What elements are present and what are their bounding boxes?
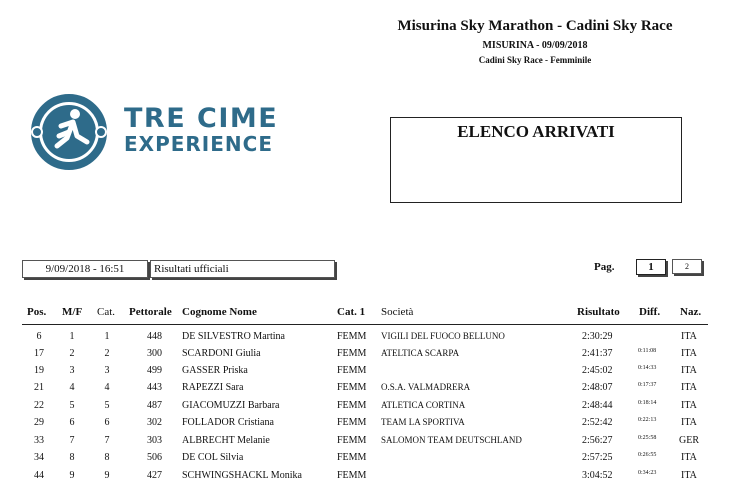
cell-cat1: FEMM (337, 417, 367, 428)
cell-diff: 0:22:13 (638, 417, 657, 423)
cell-name: SCHWINGSHACKL Monika (182, 470, 302, 481)
table-row (0, 400, 741, 417)
table-row (0, 452, 741, 469)
race-title: Misurina Sky Marathon - Cadini Sky Race (397, 18, 673, 34)
table-row (0, 382, 741, 399)
cell-result: 2:30:29 (582, 331, 613, 342)
race-category: Cadini Sky Race - Femminile (478, 55, 592, 65)
cell-pos: 22 (34, 400, 44, 411)
cell-name: RAPEZZI Sara (182, 382, 244, 393)
cell-diff: 0:26:55 (638, 452, 657, 458)
cell-mf: 8 (69, 452, 75, 463)
cell-naz: GER (679, 435, 699, 446)
cell-result: 2:52:42 (582, 417, 613, 428)
cell-mf: 2 (69, 348, 75, 359)
col-club: Società (381, 306, 414, 318)
page-current[interactable]: 1 (636, 259, 666, 275)
cell-pos: 6 (36, 331, 42, 342)
race-date-location: MISURINA - 09/09/2018 (482, 40, 588, 51)
cell-result: 2:57:25 (582, 452, 613, 463)
col-result: Risultato (577, 306, 620, 318)
cell-diff: 0:18:14 (638, 400, 657, 406)
col-name: Cognome Nome (182, 306, 257, 318)
table-row (0, 435, 741, 452)
cell-diff: 0:14:33 (638, 365, 657, 371)
col-diff: Diff. (639, 306, 661, 318)
table-row (0, 348, 741, 365)
cell-bib: 302 (147, 417, 162, 428)
cell-name: FOLLADOR Cristiana (182, 417, 274, 428)
cell-mf: 7 (69, 435, 75, 446)
cell-diff: 0:11:08 (638, 348, 657, 354)
cell-naz: ITA (681, 365, 697, 376)
cell-club: ATELTICA SCARPA (381, 348, 460, 358)
cell-cat: 3 (104, 365, 110, 376)
table-row (0, 331, 741, 348)
cell-diff: 0:17:37 (638, 382, 657, 388)
cell-pos: 44 (34, 470, 44, 481)
report-title-box (390, 117, 682, 203)
cell-result: 3:04:52 (582, 470, 613, 481)
cell-name: GIACOMUZZI Barbara (182, 400, 280, 411)
cell-naz: ITA (681, 400, 697, 411)
cell-naz: ITA (681, 331, 697, 342)
table-header (0, 306, 741, 320)
cell-result: 2:45:02 (582, 365, 613, 376)
cell-bib: 303 (147, 435, 162, 446)
cell-naz: ITA (681, 470, 697, 481)
col-cat: Cat. (97, 306, 116, 318)
page-label: Pag. (594, 261, 615, 273)
cell-name: DE COL Silvia (182, 452, 244, 463)
cell-diff: 0:25:58 (638, 435, 657, 441)
cell-pos: 21 (34, 382, 44, 393)
cell-club: TEAM LA SPORTIVA (381, 417, 465, 427)
cell-club: O.S.A. VALMADRERA (381, 382, 471, 392)
cell-cat1: FEMM (337, 348, 367, 359)
cell-pos: 34 (34, 452, 44, 463)
cell-cat: 8 (104, 452, 110, 463)
cell-result: 2:48:07 (582, 382, 613, 393)
cell-cat1: FEMM (337, 331, 367, 342)
cell-cat1: FEMM (337, 435, 367, 446)
col-pos: Pos. (27, 306, 47, 318)
cell-name: ALBRECHT Melanie (182, 435, 270, 446)
cell-mf: 3 (69, 365, 75, 376)
col-naz: Naz. (680, 306, 702, 318)
cell-club: SALOMON TEAM DEUTSCHLAND (381, 435, 522, 445)
cell-naz: ITA (681, 348, 697, 359)
report-title: ELENCO ARRIVATI (457, 122, 615, 141)
cell-pos: 29 (34, 417, 44, 428)
cell-cat1: FEMM (337, 382, 367, 393)
cell-club: VIGILI DEL FUOCO BELLUNO (381, 331, 505, 341)
logo-text-experience: EXPERIENCE (124, 132, 273, 156)
table-row (0, 417, 741, 434)
cell-club: ATLETICA CORTINA (381, 400, 466, 410)
cell-mf: 4 (69, 382, 75, 393)
cell-bib: 427 (147, 470, 162, 481)
cell-pos: 17 (34, 348, 44, 359)
cell-mf: 6 (69, 417, 75, 428)
cell-cat: 7 (104, 435, 110, 446)
cell-bib: 499 (147, 365, 162, 376)
results-status: Risultati ufficiali (150, 260, 335, 278)
cell-mf: 5 (69, 400, 75, 411)
cell-cat: 1 (104, 331, 110, 342)
col-bib: Pettorale (129, 306, 172, 318)
cell-bib: 443 (147, 382, 162, 393)
cell-cat: 9 (104, 470, 110, 481)
cell-name: SCARDONI Giulia (182, 348, 261, 359)
cell-cat: 4 (104, 382, 110, 393)
cell-cat1: FEMM (337, 452, 367, 463)
cell-bib: 506 (147, 452, 162, 463)
cell-result: 2:56:27 (582, 435, 613, 446)
col-cat1: Cat. 1 (337, 306, 366, 318)
cell-bib: 487 (147, 400, 162, 411)
cell-cat1: FEMM (337, 470, 367, 481)
cell-pos: 19 (34, 365, 44, 376)
logo-text-tre-cime: TRE CIME (124, 103, 279, 134)
cell-mf: 9 (69, 470, 75, 481)
runner-logo-icon (31, 92, 111, 172)
cell-pos: 33 (34, 435, 44, 446)
cell-bib: 448 (147, 331, 162, 342)
page-next[interactable]: 2 (672, 259, 702, 274)
tre-cime-logo (31, 92, 301, 172)
cell-diff: 0:34:23 (638, 470, 657, 476)
cell-naz: ITA (681, 382, 697, 393)
cell-cat: 2 (104, 348, 110, 359)
table-row (0, 470, 741, 487)
cell-naz: ITA (681, 452, 697, 463)
cell-cat: 6 (104, 417, 110, 428)
cell-result: 2:41:37 (582, 348, 613, 359)
cell-naz: ITA (681, 417, 697, 428)
cell-cat1: FEMM (337, 400, 367, 411)
cell-cat1: FEMM (337, 365, 367, 376)
cell-result: 2:48:44 (582, 400, 613, 411)
cell-name: GASSER Priska (182, 365, 248, 376)
table-row (0, 365, 741, 382)
cell-cat: 5 (104, 400, 110, 411)
header-divider (22, 324, 708, 325)
cell-mf: 1 (69, 331, 75, 342)
print-datetime: 9/09/2018 - 16:51 (22, 260, 148, 278)
col-mf: M/F (62, 306, 83, 318)
cell-bib: 300 (147, 348, 162, 359)
cell-name: DE SILVESTRO Martina (182, 331, 285, 342)
